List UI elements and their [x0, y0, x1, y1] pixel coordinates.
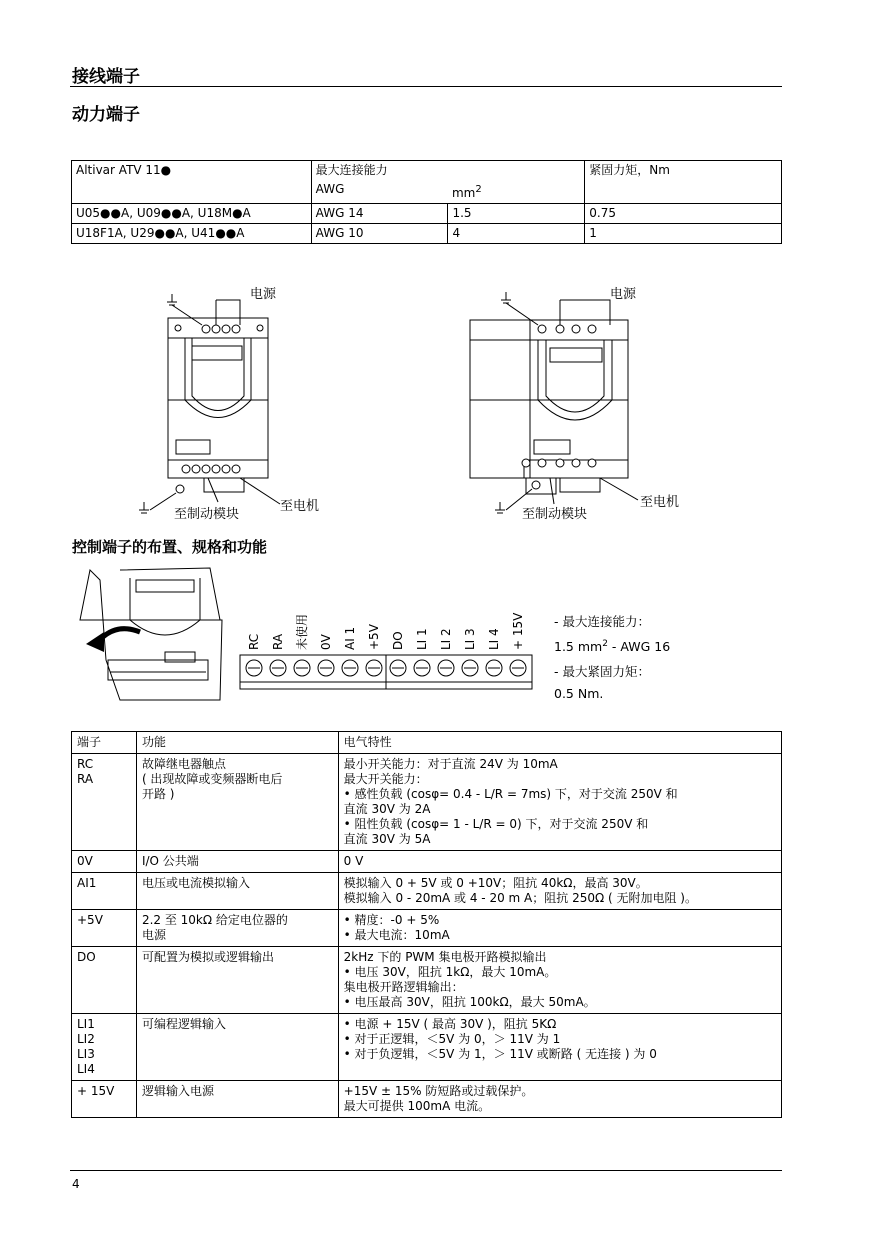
cell-electrical — [338, 754, 781, 851]
terminal-label-unused: 未使用 — [295, 613, 309, 650]
table-row — [72, 1014, 782, 1081]
page-number: 4 — [72, 1177, 80, 1191]
control-terminals-title: 控制端子的布置、规格和功能 — [72, 538, 268, 556]
capacity-awg: - AWG 16 — [607, 639, 671, 655]
cell-line: RC — [77, 757, 94, 771]
large-drive-illustration — [470, 320, 628, 494]
cell-electrical — [338, 851, 781, 873]
cell-line: • 阻性负载 (cosφ= 1 - L/R = 0) 下，对于交流 250V 和 — [343, 817, 649, 831]
cell-line: 最大开关能力： — [343, 772, 428, 786]
spec-capacity-value — [554, 636, 670, 655]
cell-electrical — [338, 1081, 781, 1118]
table-row — [72, 947, 782, 1014]
cell-electrical — [338, 1014, 781, 1081]
col-header-capacity: 最大连接能力 — [311, 161, 585, 181]
section-title: 接线端子 — [72, 67, 140, 87]
col-header-terminal: 端子 — [72, 732, 137, 754]
terminal-label-li3: LI 3 — [463, 628, 477, 650]
cell-line: 模拟输入 0 + 5V 或 0 +10V；阻抗 40kΩ，最高 30V。 — [343, 876, 648, 890]
cell-terminal — [72, 754, 137, 851]
spec-capacity-label: - 最大连接能力： — [554, 614, 650, 629]
cell-function — [136, 947, 338, 1014]
cell-line: • 对于正逻辑，＜5V 为 0，＞ 11V 为 1 — [343, 1032, 561, 1046]
cell-line: 逻辑输入电源 — [141, 1084, 214, 1098]
table-row — [72, 851, 782, 873]
terminal-label-li1: LI 1 — [415, 628, 429, 650]
cell-electrical — [338, 947, 781, 1014]
cell-electrical — [338, 910, 781, 947]
cell-line: • 感性负载 (cosφ= 0.4 - L/R = 7ms) 下，对于交流 250V 和 — [343, 787, 678, 801]
cell-line: • 电源 + 15V ( 最高 30V )，阻抗 5KΩ — [343, 1017, 557, 1031]
cell-line: 集电极开路逻辑输出： — [343, 980, 464, 994]
col-header-torque: 紧固力矩，Nm — [585, 161, 782, 204]
cell-function — [136, 1081, 338, 1118]
row-awg: AWG 14 — [311, 204, 448, 224]
terminal-labels — [247, 612, 525, 650]
cell-line: 最大可提供 100mA 电流。 — [343, 1099, 491, 1113]
drive-wiring-diagrams — [130, 280, 770, 530]
cell-line: • 电压 30V，阻抗 1kΩ，最大 10mA。 — [343, 965, 557, 979]
cell-line: • 对于负逻辑，＜5V 为 1，＞ 11V 或断路 ( 无连接 ) 为 0 — [343, 1047, 657, 1061]
motor-label: 至电机 — [280, 499, 320, 514]
terminal-label-0v: 0V — [319, 634, 333, 650]
table-row — [72, 754, 782, 851]
table-row — [72, 910, 782, 947]
large-drive-leaders — [495, 292, 638, 513]
spec-torque-value: 0.5 Nm. — [554, 686, 604, 701]
cell-function — [136, 754, 338, 851]
cell-terminal — [72, 947, 137, 1014]
col-header-electrical: 电气特性 — [338, 732, 781, 754]
header-rule — [70, 86, 782, 87]
terminal-label-li2: LI 2 — [439, 628, 453, 650]
cell-line: 电源 — [141, 928, 166, 942]
col-header-model: Altivar ATV 11● — [72, 161, 312, 204]
cell-terminal — [72, 910, 137, 947]
terminal-label-rc: RC — [247, 633, 261, 650]
cell-line: 直流 30V 为 5A — [343, 832, 431, 846]
cell-line: +5V — [77, 913, 103, 927]
power-terminal-table — [71, 160, 782, 244]
cell-function — [136, 910, 338, 947]
cell-line: 2.2 至 10kΩ 给定电位器的 — [141, 913, 288, 927]
power-supply-label: 电源 — [250, 287, 277, 302]
cell-line: 开路 ) — [141, 787, 175, 801]
row-awg: AWG 10 — [311, 224, 448, 244]
terminal-label-5v: +5V — [367, 624, 381, 650]
cell-function — [136, 851, 338, 873]
terminal-label-ra: RA — [271, 633, 285, 650]
terminal-label-15v: + 15V — [511, 612, 525, 650]
cell-line: 故障继电器触点 — [141, 757, 226, 771]
cell-line: ( 出现故障或变频器断电后 — [141, 772, 283, 786]
cell-line: • 最大电流：10mA — [343, 928, 450, 942]
col-header-mm2 — [448, 180, 585, 204]
cell-terminal — [72, 851, 137, 873]
cell-line: 电压或电流模拟输入 — [141, 876, 250, 890]
control-terminal-table — [71, 731, 782, 1118]
cell-line: 2kHz 下的 PWM 集电极开路模拟输出 — [343, 950, 547, 964]
row-mm2: 4 — [448, 224, 585, 244]
row-model: U18F1A, U29●●A, U41●●A — [72, 224, 312, 244]
mm-unit-sup: 2 — [475, 184, 482, 195]
spec-torque-label: - 最大紧固力矩： — [554, 664, 650, 679]
cell-line: 直流 30V 为 2A — [343, 802, 431, 816]
cell-line: • 精度：-0 + 5% — [343, 913, 440, 927]
capacity-sup: 2 — [602, 639, 608, 649]
terminal-label-ai1: AI 1 — [343, 626, 357, 650]
cell-line: RA — [77, 772, 94, 786]
cell-line: +15V ± 15% 防短路或过载保护。 — [343, 1084, 534, 1098]
cell-electrical — [338, 873, 781, 910]
cell-line: 最小开关能力：对于直流 24V 为 10mA — [343, 757, 558, 771]
cell-terminal — [72, 1081, 137, 1118]
row-mm2: 1.5 — [448, 204, 585, 224]
small-drive-terminals — [176, 325, 240, 493]
power-supply-label-2: 电源 — [610, 287, 637, 302]
row-torque: 1 — [585, 224, 782, 244]
capacity-mm: 1.5 mm — [554, 639, 603, 655]
open-arrow-icon — [86, 629, 140, 652]
col-header-function: 功能 — [136, 732, 338, 754]
cell-line: • 电压最高 30V，阻抗 100kΩ，最大 50mA。 — [343, 995, 596, 1009]
cell-line: LI3 — [77, 1047, 95, 1061]
footer-rule — [70, 1170, 782, 1171]
cell-line: LI2 — [77, 1032, 95, 1046]
table-row — [72, 1081, 782, 1118]
cell-line: LI4 — [77, 1062, 95, 1076]
brake-module-label-2: 至制动模块 — [522, 507, 588, 522]
cell-line: LI1 — [77, 1017, 95, 1031]
cell-terminal — [72, 1014, 137, 1081]
cell-line: 可配置为模拟或逻辑输出 — [141, 950, 274, 964]
col-header-awg: AWG — [311, 180, 448, 204]
row-model: U05●●A, U09●●A, U18M●A — [72, 204, 312, 224]
table-row — [72, 224, 782, 244]
cell-terminal — [72, 873, 137, 910]
table-row — [72, 873, 782, 910]
cell-function — [136, 1014, 338, 1081]
cell-line: AI1 — [77, 876, 97, 890]
control-terminal-diagram — [70, 560, 550, 710]
cell-line: 0V — [77, 854, 93, 868]
brake-module-label: 至制动模块 — [174, 507, 240, 522]
table-row — [72, 204, 782, 224]
cell-line: 可编程逻辑输入 — [141, 1017, 226, 1031]
motor-label-2: 至电机 — [640, 495, 680, 510]
cell-function — [136, 873, 338, 910]
cell-line: DO — [77, 950, 96, 964]
row-torque: 0.75 — [585, 204, 782, 224]
mm-unit: mm — [451, 186, 476, 200]
cell-line: I/O 公共端 — [141, 854, 199, 868]
terminal-label-do: DO — [391, 631, 405, 650]
terminal-label-li4: LI 4 — [487, 628, 501, 650]
cell-line: + 15V — [77, 1084, 115, 1098]
cell-line: 模拟输入 0 - 20mA 或 4 - 20 m A；阻抗 250Ω ( 无附加电阻 )。 — [343, 891, 697, 905]
cell-line: 0 V — [343, 854, 364, 868]
power-terminals-title: 动力端子 — [72, 105, 140, 125]
